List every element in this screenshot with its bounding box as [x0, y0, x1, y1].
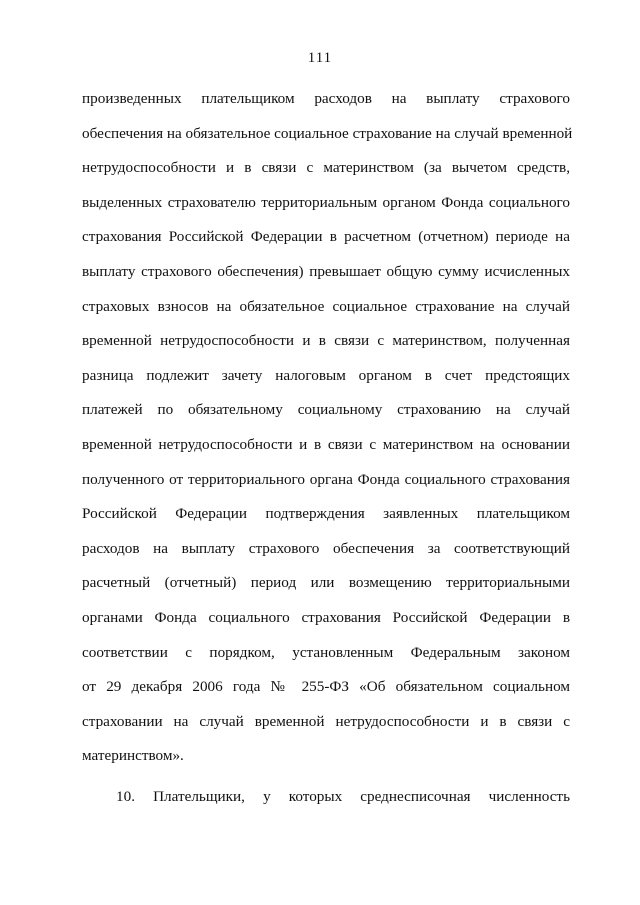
text-line: страховых взносов на обязательное социальное страхование на случай [82, 297, 570, 315]
text-line: страхования Российской Федерации в расчетном (отчетном) периоде на [82, 228, 570, 246]
next-paragraph-line: 10. Плательщики, у которых среднесписочная численность [116, 787, 570, 805]
text-line: временной нетрудоспособности и в связи с материнством на основании [82, 435, 570, 453]
text-line: от 29 декабря 2006 года № 255-ФЗ «Об обязательном социальном [82, 678, 570, 696]
text-line: полученного от территориального органа Фонда социального страхования [82, 470, 570, 488]
page-number: 111 [307, 50, 333, 66]
text-line: страховании на случай временной нетрудоспособности и в связи с [82, 712, 570, 730]
body-text [82, 82, 573, 814]
text-line: органами Фонда социального страхования Российской Федерации в [82, 608, 570, 626]
text-line: произведенных плательщиком расходов на выплату страхового [82, 90, 570, 107]
text-line: временной нетрудоспособности и в связи с материнством, полученная [82, 332, 570, 350]
text-line: соответствии с порядком, установленным Федеральным законом [82, 643, 570, 661]
text-line: расчетный (отчетный) период или возмещению территориальными [82, 574, 570, 592]
text-line: нетрудоспособности и в связи с материнством (за вычетом средств, [82, 159, 570, 177]
text-line: Российской Федерации подтверждения заявленных плательщиком [82, 505, 570, 523]
text-line: платежей по обязательному социальному страхованию на случай [82, 401, 570, 419]
text-line: обеспечения на обязательное социальное страхование на случай временной [82, 124, 573, 142]
text-line-paragraph-end: материнством». [82, 747, 184, 765]
text-line: разница подлежит зачету налоговым органом в счет предстоящих [82, 366, 570, 384]
text-line: выделенных страхователю территориальным органом Фонда социального [82, 193, 570, 211]
text-line: выплату страхового обеспечения) превышает общую сумму исчисленных [82, 262, 570, 280]
text-line: расходов на выплату страхового обеспечения за соответствующий [82, 539, 570, 557]
